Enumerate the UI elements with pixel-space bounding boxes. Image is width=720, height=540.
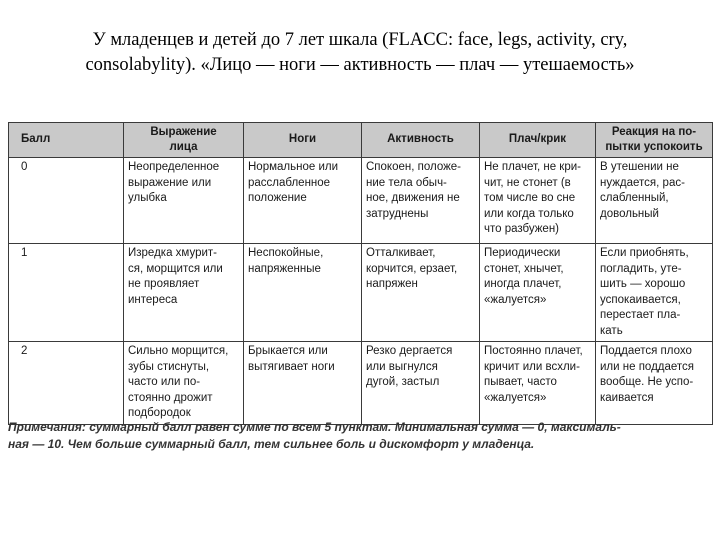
title-line-1: У младенцев и детей до 7 лет шкала (FLACC: face, legs, activity, cry, <box>92 30 628 50</box>
table-row <box>9 158 713 244</box>
cell-face: Неопределенное выражение или улыбка <box>124 158 244 244</box>
cell-activity: Отталкивает, корчится, ерзает, напряжен <box>362 244 480 342</box>
header-consolability: Реакция на по- пытки успокоить <box>596 123 713 158</box>
cell-face: Изредка хмурит- ся, морщится или не проявляет интереса <box>124 244 244 342</box>
cell-cry: Не плачет, не кри- чит, не стонет (в том числе во сне или когда только что разбужен) <box>480 158 596 244</box>
cell-score: 1 <box>9 244 124 342</box>
table-row <box>9 342 713 425</box>
cell-face: Сильно морщится, зубы стиснуты, часто или по- стоянно дрожит подбородок <box>124 342 244 425</box>
note-label: Примечания: <box>8 420 86 434</box>
header-cry: Плач/крик <box>480 123 596 158</box>
header-row <box>9 123 713 158</box>
cell-activity: Спокоен, положе- ние тела обыч- ное, движения не затруднены <box>362 158 480 244</box>
slide-title <box>40 28 680 78</box>
table-note <box>8 419 712 452</box>
cell-consolability: Поддается плохо или не поддается вообще. Не успо- каивается <box>596 342 713 425</box>
cell-score: 0 <box>9 158 124 244</box>
cell-cry: Постоянно плачет, кричит или всхли- пывает, часто «жалуется» <box>480 342 596 425</box>
header-activity: Активность <box>362 123 480 158</box>
title-line-2: consolabylity). «Лицо — ноги — активность — плач — утешаемость» <box>85 55 635 75</box>
cell-activity: Резко дергается или выгнулся дугой, застыл <box>362 342 480 425</box>
cell-legs: Брыкается или вытягивает ноги <box>244 342 362 425</box>
cell-score: 2 <box>9 342 124 425</box>
cell-consolability: В утешении не нуждается, рас- слабленный, довольный <box>596 158 713 244</box>
header-face: Выражение лица <box>124 123 244 158</box>
header-legs: Ноги <box>244 123 362 158</box>
note-text: суммарный балл равен сумме по всем 5 пунктам. Минимальная сумма — 0, максималь- ная — 10. Чем больше суммарный балл, тем сильнее боль и дискомфорт у младенца. <box>8 420 621 451</box>
table-row <box>9 244 713 342</box>
cell-cry: Периодически стонет, хнычет, иногда плачет, «жалуется» <box>480 244 596 342</box>
cell-consolability: Если приобнять, погладить, уте- шить — хорошо успокаивается, перестает пла- кать <box>596 244 713 342</box>
cell-legs: Неспокойные, напряженные <box>244 244 362 342</box>
cell-legs: Нормальное или расслабленное положение <box>244 158 362 244</box>
header-score: Балл <box>9 123 124 158</box>
flacc-table <box>8 122 713 425</box>
